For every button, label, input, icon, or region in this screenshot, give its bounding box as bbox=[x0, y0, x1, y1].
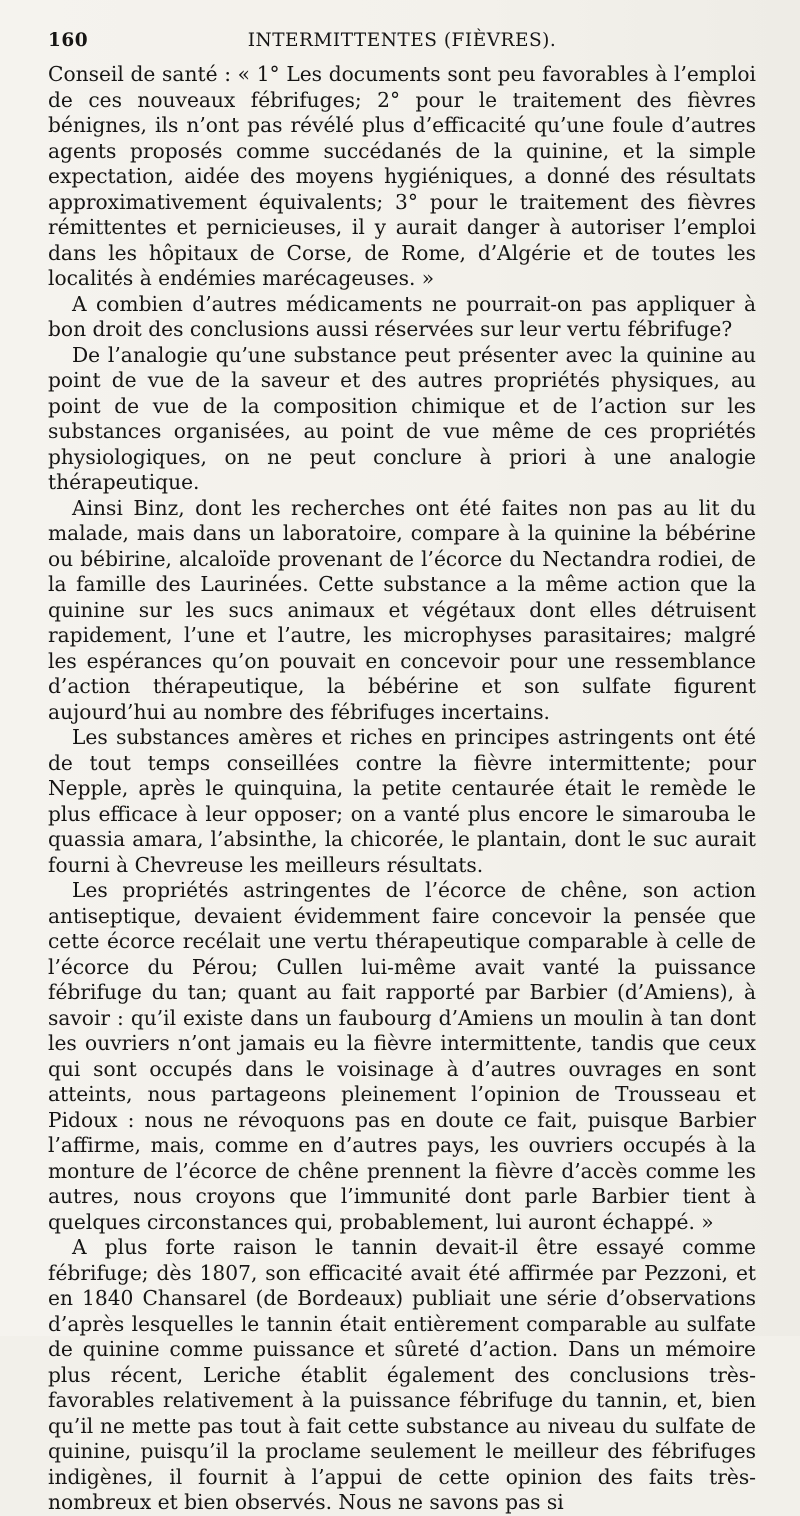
paragraph-proprietes-astringentes: Les propriétés astringentes de l’écorce de chêne, son action antiseptique, devaient évidemment faire concevoir la pensée que cette écorce recélait une vertu thérapeutique comparable à celle de l’écorce du Pérou; Cullen lui-même avait vanté la puissance fébrifuge du tan; quant au fait rapporté par Barbier (d’Amiens), à savoir : qu’il existe dans un faubourg d’Amiens un moulin à tan dont les ouvriers n’ont jamais eu la fièvre intermittente, tandis que ceux qui sont occupés dans le voisinage à d’autres ouvrages en sont atteints, nous partageons pleinement l’opinion de Trousseau et Pidoux : nous ne révoquons pas en doute ce fait, puisque Barbier l’affirme, mais, comme en d’autres pays, les ouvriers occupés à la monture de l’écorce de chêne prennent la fièvre d’accès comme les autres, nous croyons que l’immunité dont parle Barbier tient à quelques circonstances qui, probablement, lui auront échappé. » bbox=[48, 878, 756, 1234]
running-head-title: INTERMITTENTES (FIÈVRES). bbox=[247, 30, 557, 51]
paragraph-de-l-analogie: De l’analogie qu’une substance peut présenter avec la quinine au point de vue de la saveur et des autres propriétés physiques, au point de vue de la composition chimique et de l’action sur les substances organisées, au point de vue même de ces propriétés physiologiques, on ne peut conclure à priori à une analogie thérapeutique. bbox=[48, 342, 756, 494]
page-number: 160 bbox=[48, 30, 89, 51]
paragraph-tannin: A plus forte raison le tannin devait-il être essayé comme fébrifuge; dès 1807, son efficacité avait été affirmée par Pezzoni, et en 1840 Chansarel (de Bordeaux) publiait une série d’observations d’après lesquelles le tannin était entièrement comparable au sulfate de quinine comme puissance et sûreté d’action. Dans un mémoire plus récent, Leriche établit également des conclusions très-favorables relativement à la puissance fébrifuge du tannin, et, bien qu’il ne mette pas tout à fait cette substance au niveau du sulfate de quinine, puisqu’il la proclame seulement le meilleur des fébrifuges indigènes, il fournit à l’appui de cette opinion des faits très-nombreux et bien observés. Nous ne savons pas si bbox=[48, 1235, 756, 1514]
paragraph-conseil-de-sante: Conseil de santé : « 1° Les documents sont peu favorables à l’emploi de ces nouveaux fébrifuges; 2° pour le traitement des fièvres bénignes, ils n’ont pas révélé plus d’efficacité qu’une foule d’autres agents proposés comme succédanés de la quinine, et la simple expectation, aidée des moyens hygiéniques, a donné des résultats approximativement équivalents; 3° pour le traitement des fièvres rémittentes et pernicieuses, il y aurait danger à autoriser l’emploi dans les hôpitaux de Corse, de Rome, d’Algérie et de toutes les localités à endémies marécageuses. » bbox=[48, 62, 756, 290]
body-text bbox=[48, 62, 756, 1516]
paragraph-a-combien: A combien d’autres médicaments ne pourrait-on pas appliquer à bon droit des conclusions aussi réservées sur leur vertu fébrifuge? bbox=[48, 291, 756, 341]
paragraph-ainsi-binz: Ainsi Binz, dont les recherches ont été faites non pas au lit du malade, mais dans un laboratoire, compare à la quinine la bébérine ou bébirine, alcaloïde provenant de l’écorce du Nectandra rodiei, de la famille des Laurinées. Cette substance a la même action que la quinine sur les sucs animaux et végétaux dont elles détruisent rapidement, l’une et l’autre, les microphyses parasitaires; malgré les espérances qu’on pouvait en concevoir pour une ressemblance d’action thérapeutique, la bébérine et son sulfate figurent aujourd’hui au nombre des fébrifuges incertains. bbox=[48, 495, 756, 724]
running-head bbox=[48, 26, 756, 62]
paragraph-substances-ameres: Les substances amères et riches en principes astringents ont été de tout temps conseillées contre la fièvre intermittente; pour Nepple, après le quinquina, la petite centaurée était le remède le plus efficace à leur opposer; on a vanté plus encore le simarouba le quassia amara, l’absinthe, la chicorée, le plantain, dont le suc aurait fourni à Chevreuse les meilleurs résultats. bbox=[48, 725, 756, 877]
